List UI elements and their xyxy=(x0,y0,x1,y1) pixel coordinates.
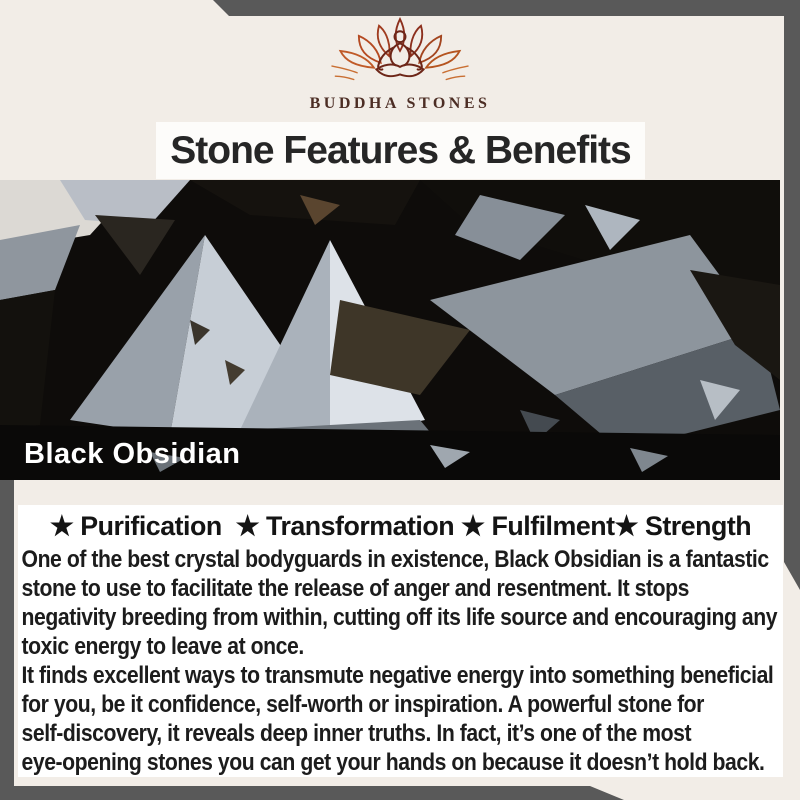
body-line: One of the best crystal bodyguards in existence, Black Obsidian is a fantastic xyxy=(21,546,769,573)
obsidian-photo xyxy=(0,180,780,480)
body-line: stone to use to facilitate the release of anger and resentment. It stops xyxy=(21,575,689,602)
brand-name: BUDDHA STONES xyxy=(309,95,491,112)
features-panel xyxy=(18,505,783,777)
page-title: Stone Features & Benefits xyxy=(170,128,631,172)
body-line: It finds excellent ways to transmute negative energy into something beneficial xyxy=(21,662,774,689)
lotus-meditation-icon xyxy=(315,14,485,98)
photo-caption: Black Obsidian xyxy=(24,438,241,470)
title-banner xyxy=(156,122,645,179)
body-line: toxic energy to leave at once. xyxy=(21,633,304,660)
body-line: self-discovery, it reveals deep inner truths. In fact, it’s one of the most xyxy=(21,720,692,747)
body-line: negativity breeding from within, cutting off its life source and encouraging any xyxy=(21,604,778,631)
body-line: for you, be it confidence, self-worth or inspiration. A powerful stone for xyxy=(21,691,704,718)
obsidian-photo-art xyxy=(0,180,780,480)
features-line: ★ Purification ★ Transformation ★ Fulfilment★ Strength xyxy=(49,511,752,541)
body-line: eye-opening stones you can get your hands on because it doesn’t hold back. xyxy=(21,749,765,776)
